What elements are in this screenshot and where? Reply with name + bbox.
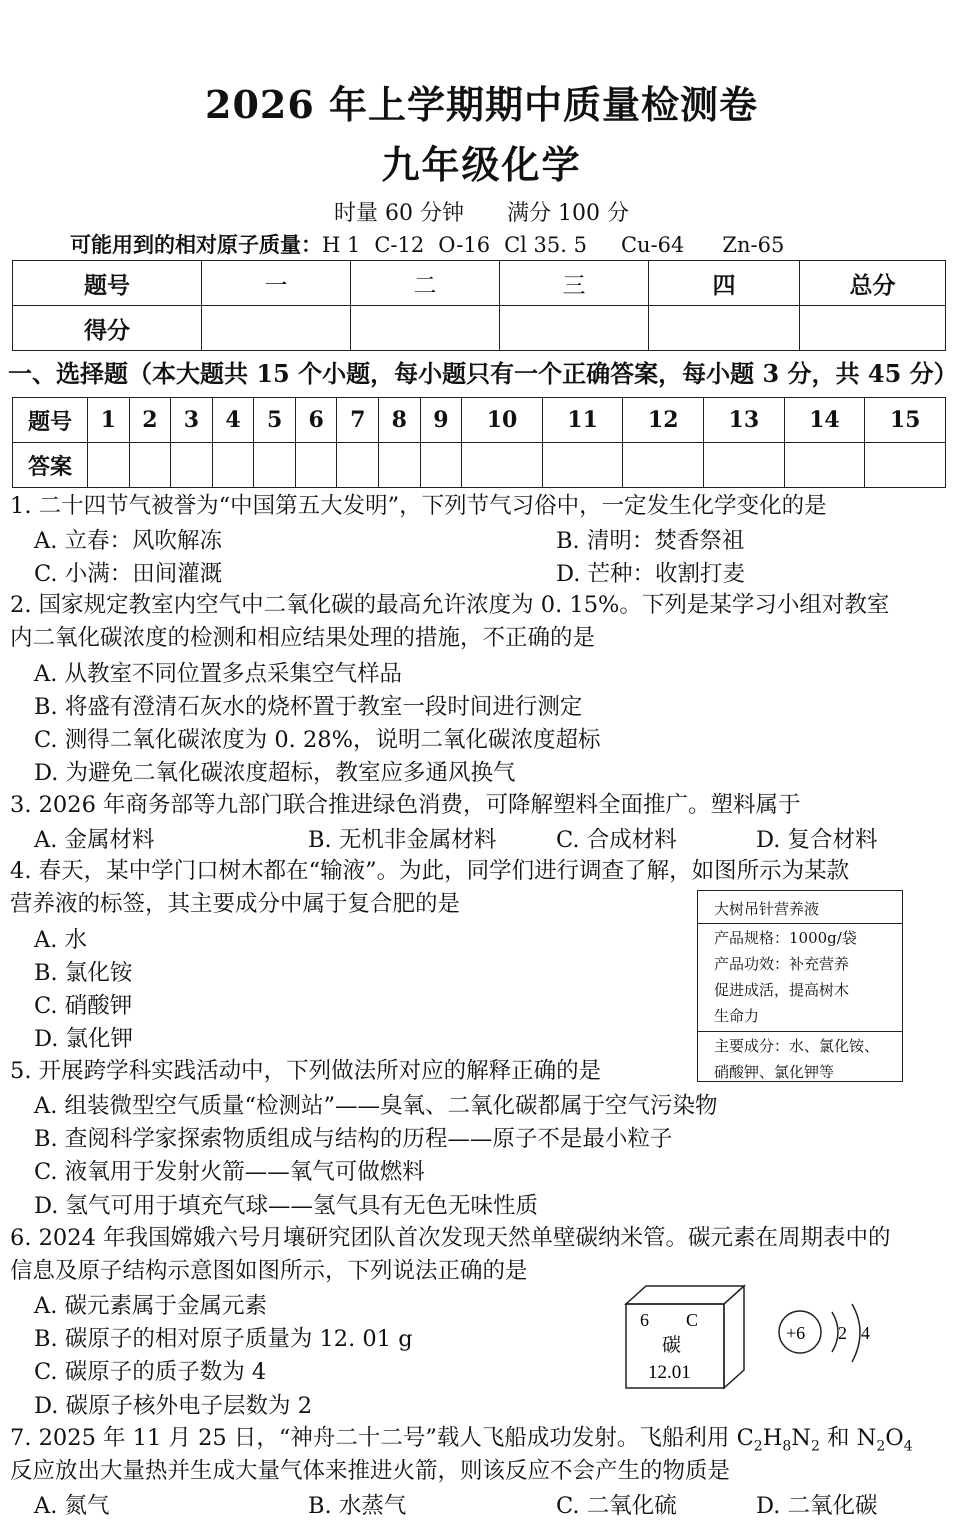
answer-cell[interactable] [171, 443, 213, 488]
exam-title: 2026 年上学期期中质量检测卷 [205, 82, 758, 127]
q4-option-d: D. 氯化钾 [34, 1026, 134, 1052]
q4-option-b: B. 氯化铵 [34, 960, 133, 986]
shell-2-electrons: 4 [861, 1323, 870, 1343]
full-score: 满分 100 分 [507, 201, 629, 226]
question-number-cell: 9 [420, 398, 462, 443]
time-limit: 时量 60 分钟 [334, 201, 464, 226]
answer-cell[interactable] [420, 443, 462, 488]
q7-option-c: C. 二氧化硫 [556, 1493, 677, 1519]
q5-option-a: A. 组装微型空气质量“检测站”——臭氧、二氧化碳都属于空气污染物 [34, 1093, 718, 1119]
score-header-cell: 题号 [13, 261, 202, 306]
q3-option-a: A. 金属材料 [34, 827, 155, 853]
answer-cell[interactable] [784, 443, 865, 488]
question-number-cell: 5 [254, 398, 296, 443]
exam-subtitle: 九年级化学 [381, 142, 582, 187]
section-heading: 一、选择题（本大题共 15 个小题，每小题只有一个正确答案，每小题 3 分，共 45 分） [8, 359, 958, 388]
question-number-cell: 2 [129, 398, 171, 443]
question-number-cell: 13 [704, 398, 785, 443]
q7-stem-part: 和 [819, 1425, 857, 1451]
answer-table [12, 397, 946, 488]
nutrient-label-composition: 硝酸钾、氯化钾等 [714, 1063, 835, 1081]
exam-meta [0, 196, 963, 227]
shell-1-electrons: 2 [838, 1323, 847, 1343]
question-number-cell: 12 [623, 398, 704, 443]
question-number-cell: 3 [171, 398, 213, 443]
q7-formula-1: $C_2H_8N_2$ [736, 1425, 820, 1455]
q6-option-b: B. 碳原子的相对原子质量为 12. 01 g [34, 1326, 413, 1352]
q7-option-d: D. 二氧化碳 [756, 1493, 878, 1519]
q7-option-a: A. 氮气 [34, 1493, 110, 1519]
score-table [12, 260, 946, 351]
answer-cell[interactable] [542, 443, 623, 488]
answer-cell[interactable] [129, 443, 171, 488]
nutrient-label [697, 890, 903, 1082]
nutrient-label-effect: 产品功效：补充营养 [714, 955, 850, 973]
question-6-stem-line1: 6. 2024 年我国嫦娥六号月壤研究团队首次发现天然单壁碳纳米管。碳元素在周期表中的 [10, 1225, 891, 1251]
score-cell[interactable] [649, 306, 800, 351]
q1-option-d: D. 芒种：收割打麦 [556, 561, 746, 587]
question-number-cell: 4 [212, 398, 254, 443]
nutrient-label-title: 大树吊针营养液 [698, 891, 902, 924]
atomic-mass-label: 可能用到的相对原子质量： [70, 232, 322, 257]
element-mass: 12.01 [648, 1362, 691, 1383]
answer-cell[interactable] [462, 443, 543, 488]
q7-option-b: B. 水蒸气 [308, 1493, 407, 1519]
q2-option-b: B. 将盛有澄清石灰水的烧杯置于教室一段时间进行测定 [34, 694, 583, 720]
question-number-cell: 6 [295, 398, 337, 443]
score-header-cell: 一 [202, 261, 351, 306]
q7-stem-part: 7. 2025 年 11 月 25 日，“神舟二十二号”载人飞船成功发射。飞船利用 [10, 1425, 737, 1451]
score-table-header-row [13, 261, 946, 306]
question-2-stem-line2: 内二氧化碳浓度的检测和相应结果处理的措施，不正确的是 [10, 625, 596, 651]
score-cell[interactable] [351, 306, 500, 351]
q2-option-d: D. 为避免二氧化碳浓度超标，教室应多通风换气 [34, 760, 516, 786]
atom-structure-diagram [779, 1304, 870, 1362]
question-2-stem-line1: 2. 国家规定教室内空气中二氧化碳的最高允许浓度为 0. 15%。下列是某学习小组对教室 [10, 592, 890, 618]
answer-cell[interactable] [865, 443, 946, 488]
q2-option-a: A. 从教室不同位置多点采集空气样品 [34, 661, 403, 687]
score-cell[interactable] [500, 306, 649, 351]
answer-cell[interactable] [704, 443, 785, 488]
answer-cell[interactable] [254, 443, 296, 488]
question-number-cell: 8 [379, 398, 421, 443]
answer-row-label: 答案 [13, 443, 88, 488]
question-7-stem-line2: 反应放出大量热并生成大量气体来推进火箭，则该反应不会产生的物质是 [10, 1458, 731, 1484]
atomic-mass-cu: Cu-64 [620, 233, 685, 257]
atomic-mass-o: O-16 [438, 233, 491, 257]
question-1-stem: 1. 二十四节气被誉为“中国第五大发明”，下列节气习俗中，一定发生化学变化的是 [10, 493, 827, 519]
nucleus-charge: +6 [786, 1323, 806, 1343]
nutrient-label-effect: 促进成活，提高树木 [714, 981, 850, 999]
answer-cell[interactable] [295, 443, 337, 488]
q5-option-c: C. 液氧用于发射火箭——氧气可做燃料 [34, 1159, 425, 1185]
q3-option-d: D. 复合材料 [756, 827, 878, 853]
score-header-cell: 四 [649, 261, 800, 306]
answer-header-label: 题号 [13, 398, 88, 443]
answer-cell[interactable] [337, 443, 379, 488]
atomic-mass-c: C-12 [374, 233, 425, 257]
question-number-cell: 7 [337, 398, 379, 443]
score-table-score-row [13, 306, 946, 351]
q4-option-a: A. 水 [34, 927, 88, 953]
question-5-stem: 5. 开展跨学科实践活动中，下列做法所对应的解释正确的是 [10, 1058, 602, 1084]
nutrient-label-composition: 主要成分：水、氯化铵、 [698, 1031, 902, 1058]
question-number-cell: 1 [88, 398, 130, 443]
carbon-figure [618, 1282, 878, 1394]
q5-option-d: D. 氢气可用于填充气球——氢气具有无色无味性质 [34, 1193, 539, 1219]
atomic-mass-cl: Cl 35. 5 [504, 233, 587, 257]
q3-option-b: B. 无机非金属材料 [308, 827, 497, 853]
nutrient-label-spec: 产品规格：1000g/袋 [714, 929, 857, 947]
question-number-cell: 10 [462, 398, 543, 443]
question-6-stem-line2: 信息及原子结构示意图如图所示，下列说法正确的是 [10, 1258, 528, 1284]
score-header-cell: 总分 [800, 261, 946, 306]
score-cell[interactable] [202, 306, 351, 351]
question-number-cell: 15 [865, 398, 946, 443]
q7-formula-2: $N_2O_4$ [856, 1425, 913, 1455]
element-cell [626, 1286, 744, 1388]
answer-cell[interactable] [88, 443, 130, 488]
q6-option-c: C. 碳原子的质子数为 4 [34, 1359, 267, 1385]
score-cell[interactable] [800, 306, 946, 351]
q1-option-b: B. 清明：焚香祭祖 [556, 528, 745, 554]
question-4-stem-line1: 4. 春天，某中学门口树木都在“输液”。为此，同学们进行调查了解，如图所示为某款 [10, 858, 850, 884]
answer-cell[interactable] [379, 443, 421, 488]
element-atomic-number: 6 [640, 1310, 649, 1330]
question-number-cell: 11 [542, 398, 623, 443]
question-number-cell: 14 [784, 398, 865, 443]
score-row-label: 得分 [13, 306, 202, 351]
score-header-cell: 二 [351, 261, 500, 306]
element-symbol: C [686, 1310, 699, 1330]
answer-cell[interactable] [212, 443, 254, 488]
q6-option-d: D. 碳原子核外电子层数为 2 [34, 1393, 313, 1419]
score-header-cell: 三 [500, 261, 649, 306]
q1-option-a: A. 立春：风吹解冻 [34, 528, 223, 554]
q5-option-b: B. 查阅科学家探索物质组成与结构的历程——原子不是最小粒子 [34, 1126, 673, 1152]
q1-option-c: C. 小满：田间灌溉 [34, 561, 223, 587]
answer-table-number-row [13, 398, 946, 443]
nutrient-label-effect: 生命力 [714, 1007, 760, 1025]
q4-option-c: C. 硝酸钾 [34, 993, 133, 1019]
atomic-mass-h: H 1 [322, 233, 361, 257]
answer-table-answer-row [13, 443, 946, 488]
question-3-stem: 3. 2026 年商务部等九部门联合推进绿色消费，可降解塑料全面推广。塑料属于 [10, 792, 801, 818]
q2-option-c: C. 测得二氧化碳浓度为 0. 28%，说明二氧化碳浓度超标 [34, 727, 601, 753]
question-4-stem-line2: 营养液的标签，其主要成分中属于复合肥的是 [10, 891, 461, 917]
q6-option-a: A. 碳元素属于金属元素 [34, 1293, 268, 1319]
element-name: 碳 [662, 1334, 682, 1356]
answer-cell[interactable] [623, 443, 704, 488]
atomic-mass-line [70, 229, 784, 259]
q3-option-c: C. 合成材料 [556, 827, 677, 853]
atomic-mass-zn: Zn-65 [722, 233, 785, 257]
